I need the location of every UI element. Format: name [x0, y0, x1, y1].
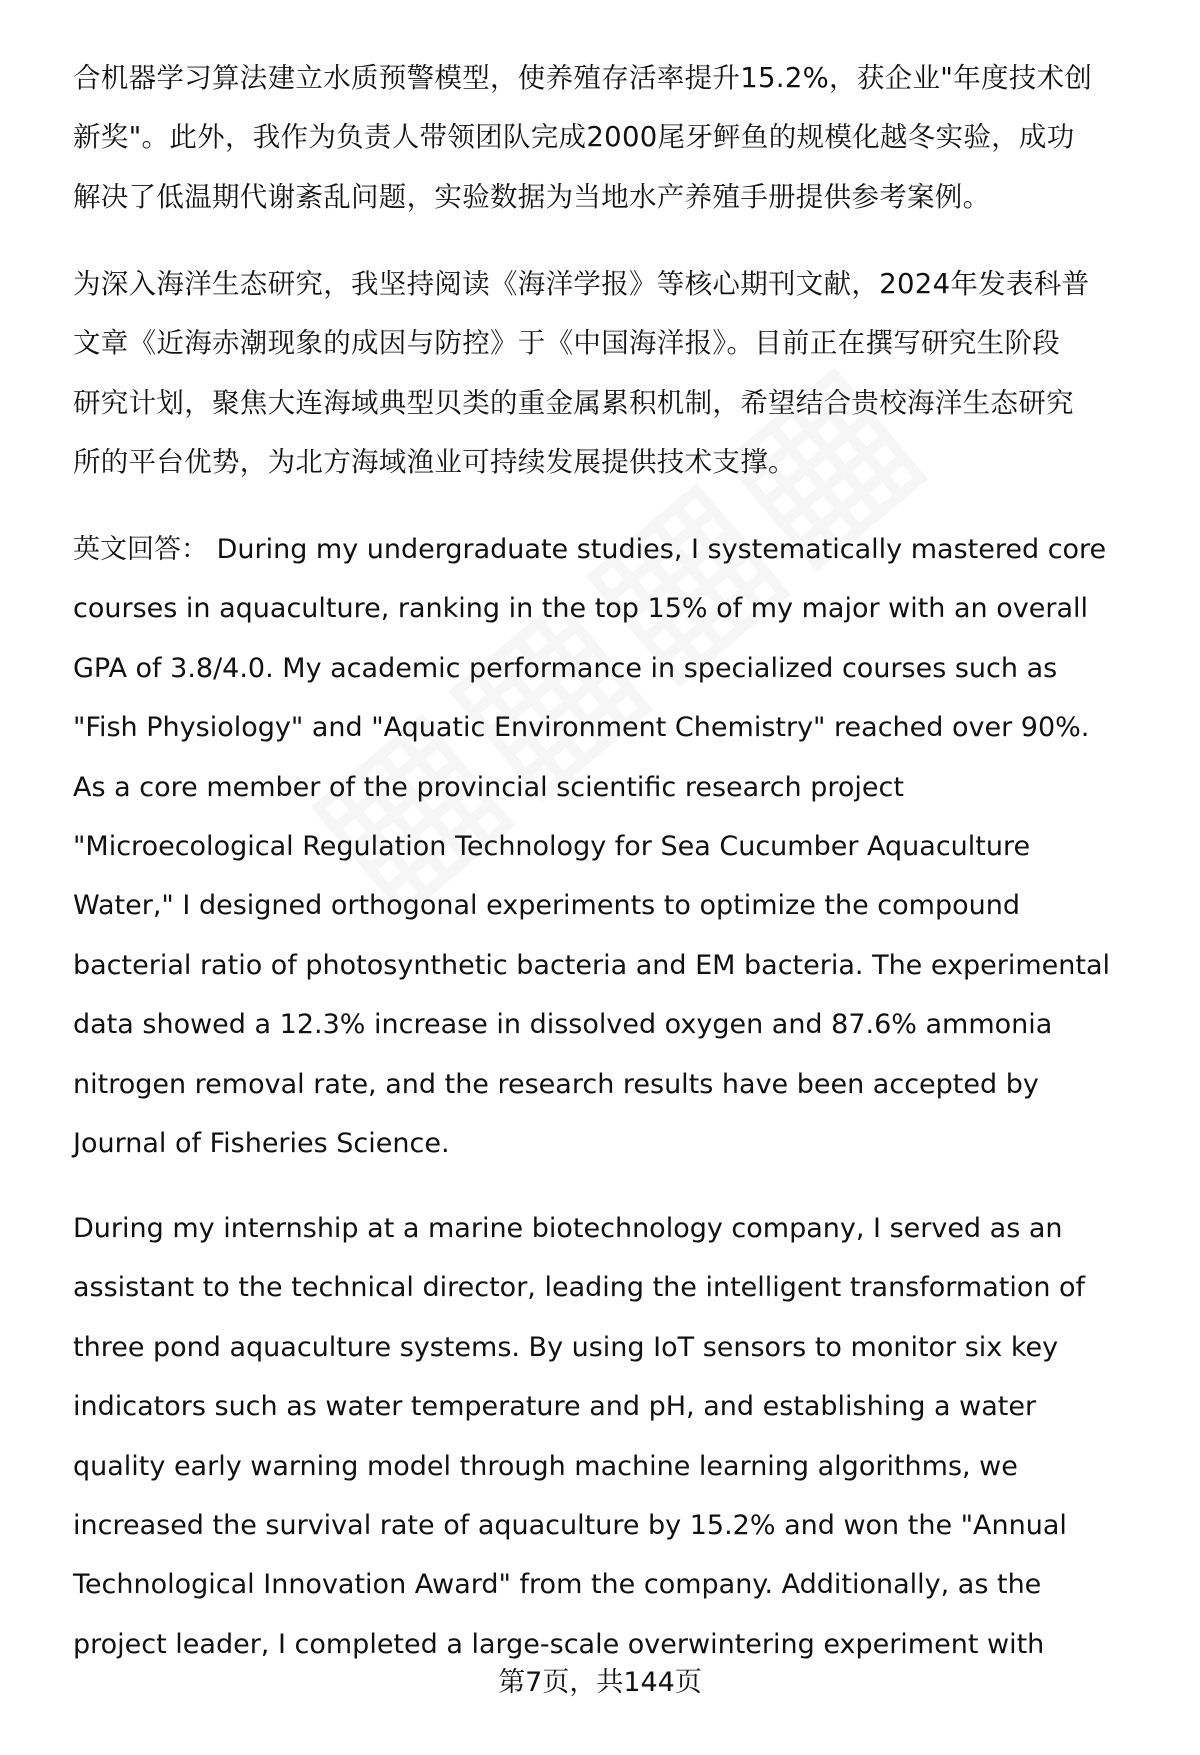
text-line: GPA of 3.8/4.0. My academic performance in specialized courses such as [73, 652, 1058, 684]
text-line: data showed a 12.3% increase in dissolved oxygen and 87.6% ammonia [73, 1009, 1053, 1041]
text-line: three pond aquaculture systems. By using IoT sensors to monitor six key [73, 1331, 1059, 1363]
text-line: 文章《近海赤潮现象的成因与防控》于《中国海洋报》。目前正在撰写研究生阶段 [73, 327, 1061, 360]
text-line: indicators such as water temperature and pH, and establishing a water [73, 1391, 1037, 1423]
text-line: bacterial ratio of photosynthetic bacteria and EM bacteria. The experimental [73, 949, 1110, 981]
text-line: 为深入海洋生态研究，我坚持阅读《海洋学报》等核心期刊文献，2024年发表科普 [73, 268, 1090, 300]
text-line: assistant to the technical director, leading the intelligent transformation of [73, 1272, 1086, 1304]
text-line: As a core member of the provincial scientific research project [73, 771, 904, 803]
text-line: Technological Innovation Award" from the company. Additionally, as the [73, 1569, 1042, 1601]
text-line: project leader, I completed a large-scale overwintering experiment with [73, 1628, 1045, 1660]
text-line: courses in aquaculture, ranking in the top 15% of my major with an overall [73, 593, 1089, 625]
text-line: During my internship at a marine biotechnology company, I served as an [73, 1213, 1063, 1244]
paragraph-1 [73, 49, 1153, 227]
page-number: 第7页，共144页 [498, 1667, 702, 1698]
text-line: Water," I designed orthogonal experiments to optimize the compound [73, 890, 1020, 922]
text-line: "Fish Physiology" and "Aquatic Environment Chemistry" reached over 90%. [73, 712, 1090, 744]
text-line: increased the survival rate of aquaculture by 15.2% and won the "Annual [73, 1509, 1067, 1541]
text-line: 新奖"。此外，我作为负责人带领团队完成2000尾牙鲆鱼的规模化越冬实验，成功 [73, 121, 1075, 154]
text-line: quality early warning model through machine learning algorithms, we [73, 1450, 1018, 1482]
paragraph-2 [73, 255, 1153, 493]
text-line: Journal of Fisheries Science. [73, 1127, 450, 1159]
text-line: "Microecological Regulation Technology for Sea Cucumber Aquaculture [73, 830, 1031, 862]
text-line: 所的平台优势，为北方海域渔业可持续发展提供技术支撑。 [73, 446, 796, 479]
paragraph-4 [73, 1199, 1153, 1674]
paragraph-3 [73, 520, 1153, 1173]
text-line: 合机器学习算法建立水质预警模型，使养殖存活率提升15.2%，获企业"年度技术创 [73, 62, 1093, 94]
text-line: 英文回答： During my undergraduate studies, I systematically mastered core [73, 534, 1107, 565]
text-line: 解决了低温期代谢紊乱问题，实验数据为当地水产养殖手册提供参考案例。 [73, 180, 991, 213]
text-line: nitrogen removal rate, and the research results have been accepted by [73, 1068, 1039, 1100]
text-line: 研究计划，聚焦大连海域典型贝类的重金属累积机制，希望结合贵校海洋生态研究 [73, 386, 1074, 419]
